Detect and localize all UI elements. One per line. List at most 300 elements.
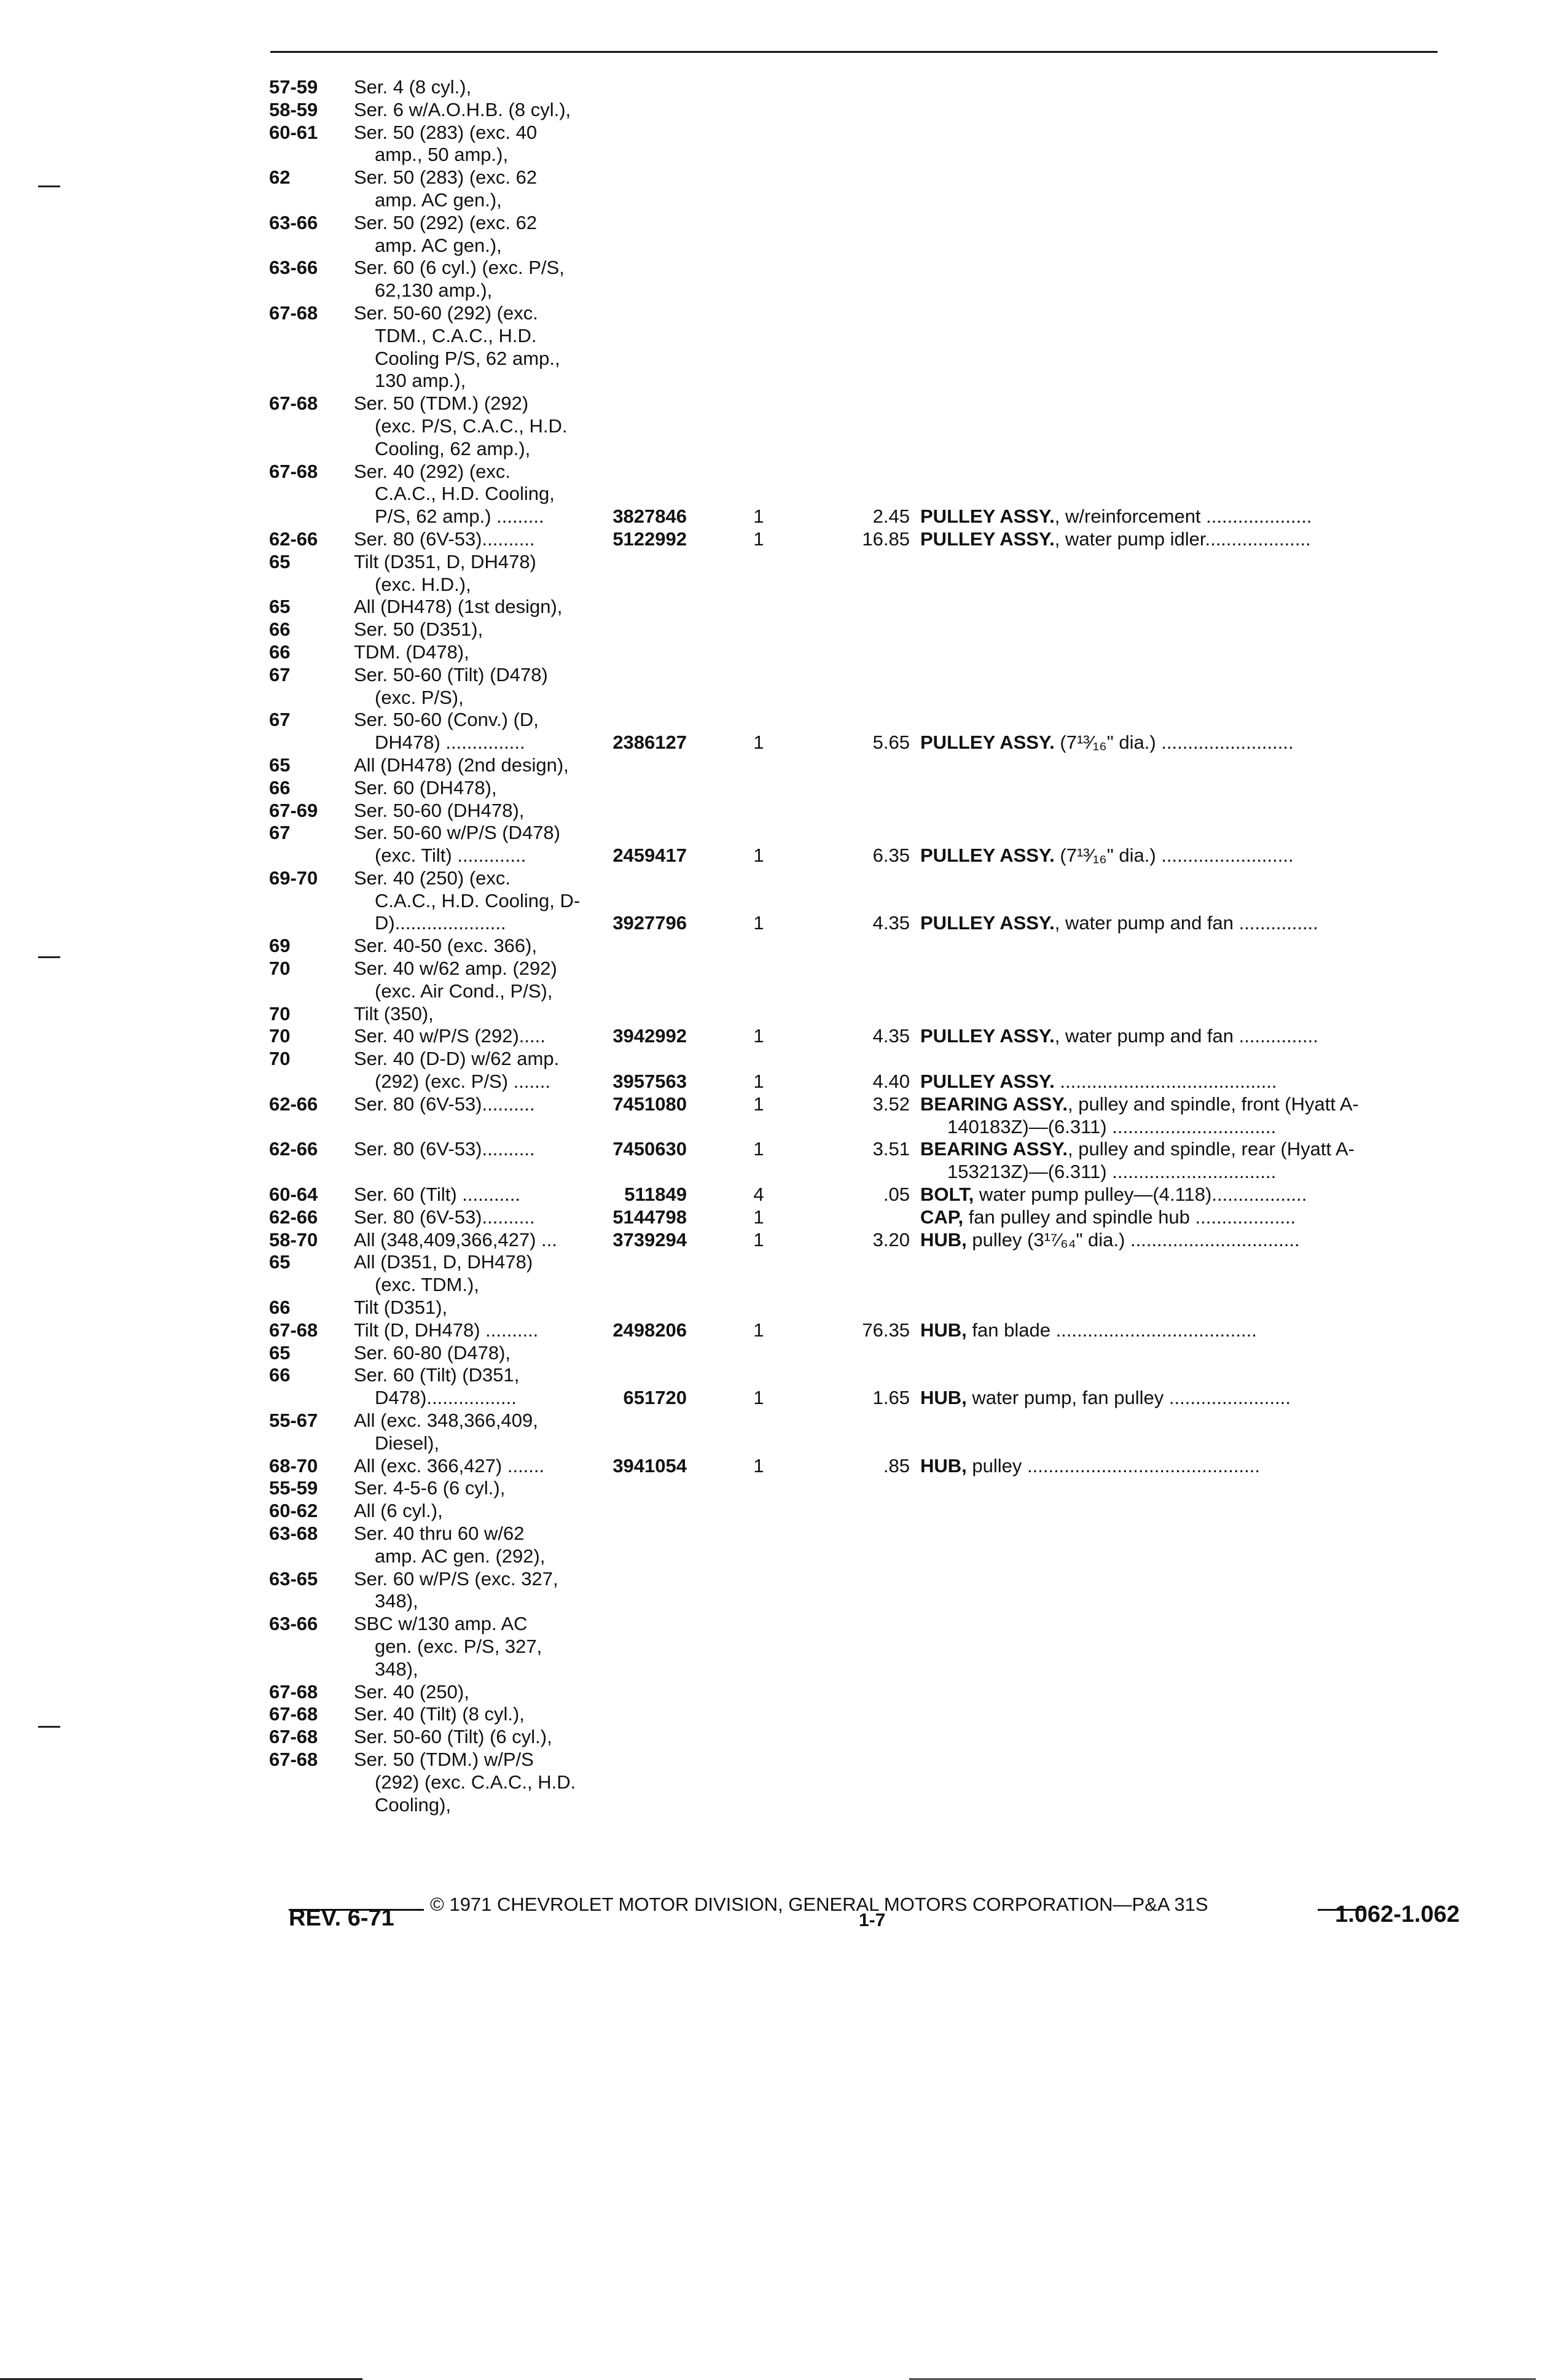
model-years: 66: [269, 1364, 291, 1386]
application-line: amp. AC gen.),: [375, 234, 502, 256]
model-years: 60-61: [269, 121, 318, 143]
part-name: PULLEY ASSY.: [920, 732, 1055, 754]
part-detail: , pulley and spindle, rear (Hyatt A-: [1068, 1138, 1355, 1160]
model-years: 63-66: [269, 1613, 318, 1635]
part-description: [920, 1206, 1450, 1229]
part-name: PULLEY ASSY.: [920, 505, 1055, 528]
application: [354, 664, 1449, 709]
section-number: 1.062-1.062: [1335, 1902, 1460, 1927]
part-number: 3941054: [612, 1454, 687, 1477]
model-years: 67-69: [269, 799, 318, 821]
catalog-row: [269, 1749, 1449, 1816]
revision-label: REV. 6-71: [289, 1905, 394, 1931]
application-line: SBC w/130 amp. AC: [354, 1613, 528, 1635]
catalog-row: [269, 1093, 1449, 1139]
application-line: (exc. TDM.),: [375, 1274, 479, 1296]
part-detail: 153213Z)—(6.311) ...............................: [947, 1161, 1277, 1183]
model-years: 67-68: [269, 1726, 318, 1748]
application: [354, 99, 1449, 122]
part-name: HUB,: [920, 1387, 967, 1409]
catalog-row: [269, 1184, 1449, 1206]
catalog-row: [269, 1025, 1449, 1048]
price: 4.35: [872, 912, 910, 934]
quantity: 1: [753, 1138, 764, 1160]
application-line: Diesel),: [375, 1432, 440, 1454]
description-line: [920, 1116, 1450, 1139]
catalog-row: [269, 1319, 1449, 1342]
model-years: 57-59: [269, 76, 318, 98]
price: 3.52: [872, 1093, 910, 1115]
part-detail: , water pump and fan ...............: [1054, 912, 1318, 934]
quantity: 1: [753, 1206, 764, 1228]
quantity: 1: [753, 912, 764, 934]
catalog-row: [269, 867, 1449, 935]
model-years: 65: [269, 550, 291, 572]
application: [354, 618, 1449, 641]
catalog-row: [269, 1500, 1449, 1523]
part-name: BEARING ASSY.: [920, 1093, 1068, 1115]
model-years: 67-68: [269, 1703, 318, 1725]
application-line: Ser. 50 (283) (exc. 40: [354, 121, 538, 143]
part-detail: (7¹³⁄₁₆" dia.) .........................: [1054, 732, 1294, 754]
catalog-row: [269, 461, 1449, 528]
quantity: 1: [753, 1228, 764, 1250]
catalog-row: [269, 1003, 1449, 1026]
application-line: Ser. 60 (Tilt) (D351,: [354, 1364, 520, 1386]
catalog-row: [269, 1477, 1449, 1500]
application-line: Ser. 80 (6V-53)..........: [354, 1206, 535, 1228]
price: 4.40: [872, 1071, 910, 1093]
part-description: [920, 1138, 1450, 1184]
model-years: 67-68: [269, 1680, 318, 1703]
model-years: 55-67: [269, 1410, 318, 1432]
part-number: 5144798: [612, 1206, 687, 1228]
part-detail: water pump pulley—(4.118)..................: [974, 1184, 1307, 1206]
application: [354, 777, 1449, 800]
price: .85: [883, 1454, 910, 1477]
application-line: Tilt (350),: [354, 1002, 434, 1024]
application-line: All (exc. 348,366,409,: [354, 1410, 538, 1432]
application-line: Ser. 4 (8 cyl.),: [354, 76, 472, 98]
catalog-row: [269, 1364, 1449, 1410]
application-line: (exc. P/S),: [375, 686, 464, 708]
application-line: All (6 cyl.),: [354, 1500, 443, 1522]
application: [354, 1003, 1449, 1026]
application: [354, 122, 1449, 167]
catalog-row: [269, 122, 1449, 167]
model-years: 63-68: [269, 1523, 318, 1544]
application-line: Ser. 50-60 (Tilt) (D478): [354, 663, 548, 685]
model-years: 65: [269, 1251, 291, 1273]
application: [354, 1477, 1449, 1500]
catalog-row: [269, 1455, 1449, 1478]
application: [354, 1568, 1449, 1613]
application: [354, 1749, 1449, 1816]
model-years: 55-59: [269, 1477, 318, 1499]
application: [354, 76, 1449, 99]
application: [354, 641, 1449, 664]
quantity: 1: [753, 528, 764, 550]
quantity: 4: [753, 1184, 764, 1206]
model-years: 63-66: [269, 211, 318, 233]
catalog-row: [269, 302, 1449, 392]
application-line: TDM. (D478),: [354, 641, 469, 663]
application-line: D478).................: [375, 1387, 517, 1409]
catalog-row: [269, 777, 1449, 800]
catalog-row: [269, 1613, 1449, 1680]
application: [354, 596, 1449, 618]
price: 5.65: [872, 732, 910, 754]
copyright-line: © 1971 CHEVROLET MOTOR DIVISION, GENERAL MOTORS CORPORATION—P&A 31S: [430, 1894, 1208, 1915]
application-line: (exc. H.D.),: [375, 573, 471, 595]
price: .05: [883, 1184, 910, 1206]
application: [354, 257, 1449, 302]
application: [354, 1703, 1449, 1726]
part-name: HUB,: [920, 1228, 967, 1250]
application-line: Ser. 80 (6V-53)..........: [354, 528, 535, 550]
application-line: Tilt (D351, D, DH478): [354, 550, 536, 572]
model-years: 67-68: [269, 302, 318, 324]
description-line: [920, 912, 1450, 935]
part-description: [920, 1319, 1450, 1342]
model-years: 66: [269, 1297, 291, 1319]
application-line: All (DH478) (2nd design),: [354, 754, 569, 776]
catalog-row: [269, 664, 1449, 709]
price: 76.35: [862, 1319, 910, 1341]
part-number: 3827846: [612, 505, 687, 528]
application: [354, 1297, 1449, 1319]
application-line: (292) (exc. P/S) .......: [375, 1071, 550, 1093]
quantity: 1: [753, 845, 764, 867]
application-line: (exc. P/S, C.A.C., H.D.: [375, 415, 568, 437]
application: [354, 212, 1449, 257]
application-line: All (348,409,366,427) ...: [354, 1228, 557, 1250]
part-number: 3739294: [612, 1228, 687, 1250]
part-detail: water pump, fan pulley .......................: [966, 1387, 1291, 1409]
catalog-row: [269, 528, 1449, 551]
application-line: 62,130 amp.),: [375, 279, 493, 302]
application-line: (exc. Tilt) .............: [375, 845, 526, 867]
catalog-row: [269, 958, 1449, 1003]
application: [354, 1342, 1449, 1365]
application: [354, 392, 1449, 460]
application-line: gen. (exc. P/S, 327,: [375, 1635, 542, 1657]
application-line: Ser. 40 (292) (exc.: [354, 460, 511, 482]
model-years: 68-70: [269, 1454, 318, 1477]
catalog-row: [269, 1048, 1449, 1093]
catalog-row: [269, 800, 1449, 822]
application-line: TDM., C.A.C., H.D.: [375, 324, 537, 346]
application-line: Ser. 40 (D-D) w/62 amp.: [354, 1048, 560, 1070]
quantity: 1: [753, 1093, 764, 1115]
application-line: C.A.C., H.D. Cooling, D-: [375, 889, 581, 911]
part-detail: pulley ............................................: [966, 1454, 1260, 1477]
model-years: 67-68: [269, 1319, 318, 1341]
price: 6.35: [872, 845, 910, 867]
part-number: 2386127: [612, 732, 687, 754]
application-line: Cooling),: [375, 1793, 452, 1816]
part-number: 2459417: [612, 845, 687, 867]
model-years: 67-68: [269, 392, 318, 415]
description-line: [920, 505, 1450, 528]
application-line: Ser. 40 (250),: [354, 1680, 469, 1703]
application: [354, 935, 1449, 958]
part-description: [920, 1455, 1450, 1478]
description-line: [920, 1319, 1450, 1342]
application-line: (exc. Air Cond., P/S),: [375, 980, 553, 1002]
description-line: [920, 1138, 1450, 1161]
application-line: Ser. 50 (292) (exc. 62: [354, 211, 538, 233]
description-line: [920, 1093, 1450, 1116]
part-number: 511849: [624, 1184, 687, 1206]
application-line: Ser. 50-60 (Conv.) (D,: [354, 709, 539, 731]
catalog-row: [269, 709, 1449, 754]
application-line: Ser. 50 (D351),: [354, 618, 483, 641]
application-line: Ser. 40 w/P/S (292).....: [354, 1025, 546, 1047]
part-description: [920, 1387, 1450, 1410]
application-line: 348),: [375, 1658, 418, 1680]
description-line: [920, 1206, 1450, 1229]
part-detail: pulley (3¹⁷⁄₆₄" dia.) ................................: [966, 1228, 1300, 1250]
catalog-row: [269, 1342, 1449, 1365]
part-detail: fan pulley and spindle hub ...................: [963, 1206, 1296, 1228]
model-years: 70: [269, 1002, 291, 1024]
price: 2.45: [872, 505, 910, 528]
catalog-row: [269, 1206, 1449, 1229]
catalog-row: [269, 1251, 1449, 1297]
application-line: All (D351, D, DH478): [354, 1251, 533, 1273]
catalog-row: [269, 212, 1449, 257]
model-years: 69-70: [269, 867, 318, 889]
application-line: 348),: [375, 1590, 418, 1612]
description-line: [920, 1229, 1450, 1252]
application-line: Ser. 50-60 (DH478),: [354, 799, 525, 821]
model-years: 60-62: [269, 1500, 318, 1522]
part-description: [920, 912, 1450, 935]
catalog-row: [269, 76, 1449, 99]
catalog-row: [269, 257, 1449, 302]
quantity: 1: [753, 1387, 764, 1409]
part-detail: , water pump and fan ...............: [1054, 1025, 1318, 1047]
application-line: Ser. 40 thru 60 w/62: [354, 1523, 525, 1544]
application-line: Ser. 40-50 (exc. 366),: [354, 935, 538, 957]
application: [354, 166, 1449, 212]
catalog-row: [269, 166, 1449, 212]
part-description: [920, 528, 1450, 551]
model-years: 62-66: [269, 1093, 318, 1115]
price: 3.51: [872, 1138, 910, 1160]
model-years: 70: [269, 1025, 291, 1047]
part-name: BEARING ASSY.: [920, 1138, 1068, 1160]
catalog-row: [269, 1138, 1449, 1184]
catalog-row: [269, 1568, 1449, 1613]
parts-catalog-table: [269, 76, 1449, 1816]
part-description: [920, 1184, 1450, 1206]
application: [354, 1726, 1449, 1749]
margin-tick: [38, 185, 60, 187]
price: 3.20: [872, 1228, 910, 1250]
description-line: [920, 1161, 1450, 1184]
application-line: All (exc. 366,427) .......: [354, 1454, 545, 1477]
application-line: Ser. 50-60 (Tilt) (6 cyl.),: [354, 1726, 552, 1748]
part-name: PULLEY ASSY.: [920, 845, 1055, 867]
application: [354, 1613, 1449, 1680]
catalog-row: [269, 1726, 1449, 1749]
model-years: 63-66: [269, 257, 318, 279]
application-line: Ser. 50-60 (292) (exc.: [354, 302, 538, 324]
application-line: 130 amp.),: [375, 370, 466, 392]
part-name: PULLEY ASSY.: [920, 1025, 1055, 1047]
part-description: [920, 505, 1450, 528]
part-description: [920, 1229, 1450, 1252]
application-line: Ser. 60 (DH478),: [354, 776, 497, 798]
part-detail: fan blade ......................................: [966, 1319, 1257, 1341]
part-description: [920, 732, 1450, 754]
model-years: 62-66: [269, 528, 318, 550]
catalog-row: [269, 1297, 1449, 1319]
part-description: [920, 845, 1450, 867]
model-years: 67: [269, 822, 291, 844]
application-line: Ser. 40 w/62 amp. (292): [354, 958, 557, 980]
model-years: 58-59: [269, 98, 318, 120]
application-line: Ser. 50 (TDM.) (292): [354, 392, 529, 415]
quantity: 1: [753, 1071, 764, 1093]
catalog-row: [269, 392, 1449, 460]
catalog-row: [269, 1703, 1449, 1726]
application-line: Ser. 60 (Tilt) ...........: [354, 1184, 521, 1206]
application-line: Cooling P/S, 62 amp.,: [375, 347, 560, 369]
part-number: 651720: [623, 1387, 687, 1409]
part-name: HUB,: [920, 1454, 967, 1477]
catalog-row: [269, 1229, 1449, 1252]
catalog-row: [269, 1523, 1449, 1568]
catalog-row: [269, 935, 1449, 958]
application: [354, 1410, 1449, 1455]
part-detail: .........................................: [1054, 1071, 1277, 1093]
model-years: 62-66: [269, 1206, 318, 1228]
application-line: Ser. 6 w/A.O.H.B. (8 cyl.),: [354, 98, 571, 120]
part-detail: , pulley and spindle, front (Hyatt A-: [1068, 1093, 1359, 1115]
top-rule: [270, 51, 1438, 53]
application-line: Ser. 60 (6 cyl.) (exc. P/S,: [354, 257, 565, 279]
description-line: [920, 1455, 1450, 1478]
catalog-row: [269, 618, 1449, 641]
part-name: PULLEY ASSY.: [920, 528, 1055, 550]
application: [354, 1523, 1449, 1568]
application-line: Ser. 50 (283) (exc. 62: [354, 166, 538, 189]
application: [354, 302, 1449, 392]
part-detail: (7¹³⁄₁₆" dia.) .........................: [1054, 845, 1294, 867]
application-line: All (DH478) (1st design),: [354, 596, 563, 618]
part-detail: , water pump idler....................: [1054, 528, 1311, 550]
application-line: DH478) ...............: [375, 732, 525, 754]
catalog-row: [269, 99, 1449, 122]
model-years: 62-66: [269, 1138, 318, 1160]
description-line: [920, 1071, 1450, 1093]
margin-tick: [38, 956, 60, 958]
model-years: 70: [269, 1048, 291, 1070]
model-years: 66: [269, 641, 291, 663]
model-years: 69: [269, 935, 291, 957]
application: [354, 958, 1449, 1003]
application-line: Tilt (D351),: [354, 1297, 448, 1319]
application-line: C.A.C., H.D. Cooling,: [375, 483, 555, 505]
quantity: 1: [753, 1319, 764, 1341]
description-line: [920, 1025, 1450, 1048]
part-number: 3942992: [612, 1025, 687, 1047]
price: 4.35: [872, 1025, 910, 1047]
part-description: [920, 1093, 1450, 1139]
application-line: amp. AC gen.),: [375, 189, 502, 211]
part-name: BOLT,: [920, 1184, 974, 1206]
page-number: 1-7: [859, 1910, 886, 1930]
application-line: Tilt (D, DH478) ..........: [354, 1319, 539, 1341]
model-years: 66: [269, 618, 291, 641]
quantity: 1: [753, 505, 764, 528]
quantity: 1: [753, 1025, 764, 1047]
application: [354, 754, 1449, 777]
catalog-row: [269, 1681, 1449, 1704]
description-line: [920, 732, 1450, 754]
part-number: 3927796: [612, 912, 687, 934]
application-line: Ser. 40 (Tilt) (8 cyl.),: [354, 1703, 525, 1725]
application-line: amp., 50 amp.),: [375, 144, 509, 166]
model-years: 62: [269, 166, 291, 189]
model-years: 65: [269, 596, 291, 618]
model-years: 66: [269, 776, 291, 798]
model-years: 67: [269, 709, 291, 731]
application-line: Ser. 60-80 (D478),: [354, 1341, 511, 1364]
catalog-row: [269, 1410, 1449, 1455]
description-line: [920, 528, 1450, 551]
part-number: 5122992: [612, 528, 687, 550]
part-description: [920, 1025, 1450, 1048]
application: [354, 551, 1449, 596]
model-years: 67-68: [269, 1748, 318, 1770]
model-years: 67-68: [269, 460, 318, 482]
part-name: HUB,: [920, 1319, 967, 1341]
part-detail: , w/reinforcement ....................: [1054, 505, 1312, 528]
application: [354, 800, 1449, 822]
model-years: 65: [269, 1341, 291, 1364]
quantity: 1: [753, 732, 764, 754]
catalog-row: [269, 641, 1449, 664]
catalog-row: [269, 596, 1449, 618]
application: [354, 1681, 1449, 1704]
application-line: D).....................: [375, 912, 506, 934]
quantity: 1: [753, 1454, 764, 1477]
application-line: Ser. 50 (TDM.) w/P/S: [354, 1748, 534, 1770]
part-detail: 140183Z)—(6.311) ...............................: [947, 1115, 1277, 1137]
catalog-row: [269, 822, 1449, 867]
price: 16.85: [862, 528, 910, 550]
model-years: 60-64: [269, 1184, 318, 1206]
catalog-row: [269, 754, 1449, 777]
application-line: (292) (exc. C.A.C., H.D.: [375, 1771, 576, 1793]
application: [354, 1251, 1449, 1297]
part-number: 7451080: [612, 1093, 687, 1115]
part-name: PULLEY ASSY.: [920, 912, 1055, 934]
model-years: 65: [269, 754, 291, 776]
part-number: 7450630: [612, 1138, 687, 1160]
application-line: Cooling, 62 amp.),: [375, 437, 531, 459]
part-description: [920, 1071, 1450, 1093]
part-name: CAP,: [920, 1206, 964, 1228]
application-line: P/S, 62 amp.) .........: [375, 505, 544, 528]
part-number: 3957563: [612, 1071, 687, 1093]
part-number: 2498206: [612, 1319, 687, 1341]
application-line: amp. AC gen. (292),: [375, 1545, 546, 1567]
